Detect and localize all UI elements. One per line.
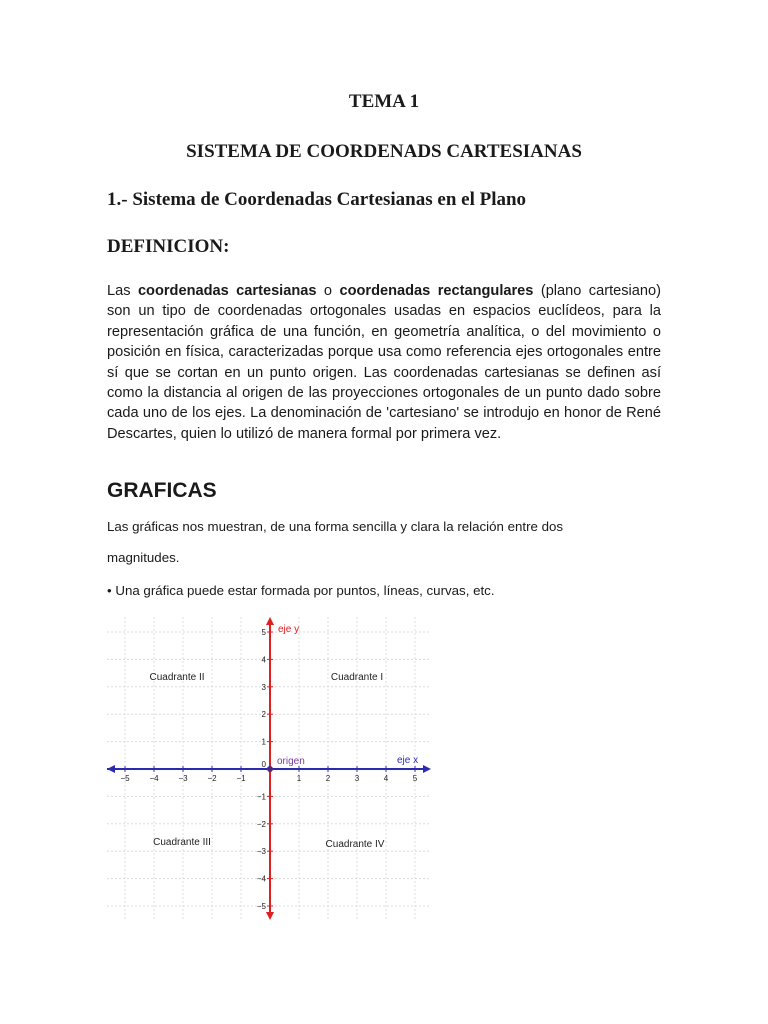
y-tick-label: −1: [256, 792, 266, 802]
definition-text-1: Las: [107, 283, 138, 299]
y-tick-label: −2: [256, 819, 266, 829]
origin-label: origen: [277, 756, 305, 767]
definition-heading: DEFINICION:: [107, 236, 230, 257]
y-tick-label: 1: [261, 737, 266, 747]
y-axis-arrow-down: [266, 912, 274, 920]
quadrant-1-label: Cuadrante I: [330, 672, 384, 683]
x-axis-arrow-left: [107, 765, 115, 773]
y-axis-arrow-up: [266, 617, 274, 625]
quadrant-2-label: Cuadrante II: [149, 672, 205, 683]
y-tick-label: 5: [261, 628, 266, 637]
y-tick-label: 4: [261, 655, 266, 665]
cartesian-plane-figure: [105, 612, 435, 924]
x-tick-label: −2: [207, 774, 217, 783]
definition-text-3: (plano cartesiano) son un tipo de coordenadas ortogonales usadas en espacios euclídeos, para la representación gráfica de una función, en geometría analítica, o del movimiento o posición en física, caracterizadas porque usa como referencia ejes ortogonales entre sí que se cortan en un punto origen. Las coordenadas cartesianas se definen así como la distancia al origen de las proyecciones ortogonales de un punto dado sobre cada uno de los ejes. La denominación de 'cartesiano' se introdujo en honor de René Descartes, quien lo utilizó de manera formal por primera vez.: [107, 283, 661, 442]
y-tick-label: 0: [261, 760, 266, 769]
y-tick-label: 3: [261, 682, 266, 692]
document-title: TEMA 1: [348, 91, 420, 112]
x-tick-label: −4: [149, 774, 159, 783]
origin-point: [267, 766, 273, 772]
x-tick-label: 2: [325, 774, 331, 783]
definition-paragraph: [107, 281, 661, 444]
y-tick-label: −4: [256, 874, 266, 884]
y-tick-label: 2: [261, 710, 266, 720]
quadrant-4-label: Cuadrante IV: [325, 839, 385, 850]
document-subtitle: SISTEMA DE COORDENADS CARTESIANAS: [186, 141, 582, 162]
x-tick-label: −1: [236, 774, 246, 783]
x-tick-label: −5: [120, 774, 130, 783]
y-axis-label: eje y: [278, 624, 300, 635]
graficas-bullet: • Una gráfica puede estar formada por puntos, líneas, curvas, etc.: [107, 583, 495, 598]
x-axis-arrow-right: [423, 765, 431, 773]
quadrant-3-label: Cuadrante III: [153, 837, 211, 848]
x-axis-label: eje x: [397, 755, 419, 766]
graficas-line-2: magnitudes.: [107, 550, 180, 565]
x-tick-label: 1: [296, 774, 302, 783]
graficas-heading: GRAFICAS: [107, 479, 217, 502]
graficas-line-1: Las gráficas nos muestran, de una forma sencilla y clara la relación entre dos: [107, 519, 564, 534]
x-tick-label: 4: [383, 774, 389, 783]
definition-bold-2: coordenadas rectangulares: [339, 283, 534, 299]
y-tick-label: −3: [256, 847, 266, 857]
definition-text-2: o: [316, 283, 340, 299]
x-tick-label: 3: [354, 774, 360, 783]
x-tick-label: −3: [178, 774, 188, 783]
x-tick-label: 5: [412, 774, 418, 783]
definition-bold-1: coordenadas cartesianas: [137, 283, 317, 299]
y-tick-label: −5: [256, 902, 266, 911]
section-heading: 1.- Sistema de Coordenadas Cartesianas en el Plano: [107, 189, 527, 210]
